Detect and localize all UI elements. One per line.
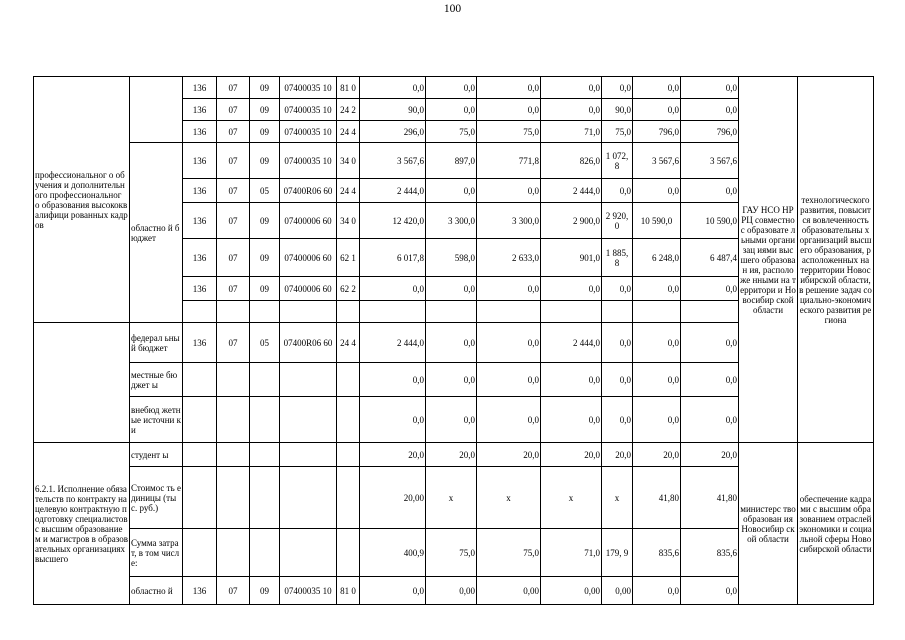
table-cell: 07 [217, 277, 250, 301]
table-cell: 835,6 [633, 529, 681, 577]
table-cell: 07 [217, 323, 250, 363]
table-cell: 90,0 [602, 99, 633, 121]
table-cell [280, 301, 337, 323]
table-cell: 136 [183, 179, 217, 203]
table-cell: 0,0 [681, 99, 739, 121]
table-cell [217, 443, 250, 467]
table-cell: 07400035 10 [280, 577, 337, 605]
table-cell [183, 443, 217, 467]
table-cell [337, 363, 360, 397]
table-cell [280, 397, 337, 443]
table-cell [280, 363, 337, 397]
table-cell [183, 397, 217, 443]
table-cell: 2 920, 0 [602, 203, 633, 239]
table-cell: 07400006 60 [280, 239, 337, 277]
table-cell: 24 4 [337, 121, 360, 143]
table-cell [217, 397, 250, 443]
table-cell: 136 [183, 277, 217, 301]
table-cell: х [602, 467, 633, 529]
table-cell [360, 301, 426, 323]
table-cell: 07 [217, 577, 250, 605]
table-row [34, 77, 874, 99]
table-cell [183, 363, 217, 397]
table-cell: 10 590,0 [681, 203, 739, 239]
table-cell: 0,0 [426, 277, 477, 301]
table-cell: 6 248,0 [633, 239, 681, 277]
table-cell: 136 [183, 77, 217, 99]
table-cell: 0,0 [426, 179, 477, 203]
table-cell [34, 323, 130, 443]
table-cell: 09 [250, 99, 280, 121]
table-cell: 598,0 [426, 239, 477, 277]
table-cell: 09 [250, 239, 280, 277]
table-cell [337, 301, 360, 323]
table-cell [130, 77, 183, 143]
table-cell: 0,0 [426, 323, 477, 363]
table-cell: 24 4 [337, 323, 360, 363]
table-cell: 3 300,0 [426, 203, 477, 239]
table-cell [681, 301, 739, 323]
table-cell: 2 444,0 [360, 323, 426, 363]
budget-table [33, 76, 874, 605]
table-cell: 09 [250, 121, 280, 143]
table-cell: 179, 9 [602, 529, 633, 577]
table-cell: 136 [183, 143, 217, 179]
table-cell [217, 363, 250, 397]
table-cell: 0,0 [360, 397, 426, 443]
table-cell: 2 444,0 [360, 179, 426, 203]
table-cell: 10 590,0 [633, 203, 681, 239]
table-cell: 12 420,0 [360, 203, 426, 239]
table-cell: 07 [217, 203, 250, 239]
table-cell: 09 [250, 277, 280, 301]
table-cell: 136 [183, 121, 217, 143]
table-cell: 07 [217, 77, 250, 99]
table-cell [250, 529, 280, 577]
table-cell: 0,0 [541, 99, 602, 121]
table-cell: профессиональног о обучения и дополнительного профессиональног о образования высококвалифици рованных кадров [34, 77, 130, 323]
table-cell [183, 467, 217, 529]
table-cell: 05 [250, 323, 280, 363]
table-cell: 0,0 [541, 77, 602, 99]
table-cell: 6.2.1. Исполнение обязательств по контракту на целевую контрактную подготовку специалистов с высшим образованием и магистров в образовательных организациях высшего [34, 443, 130, 605]
table-cell: 0,0 [602, 277, 633, 301]
table-cell [217, 529, 250, 577]
table-cell: 0,0 [681, 277, 739, 301]
table-cell: 0,0 [360, 277, 426, 301]
table-cell: 07400035 10 [280, 99, 337, 121]
table-cell: 0,0 [477, 323, 541, 363]
table-cell: 07400R06 60 [280, 179, 337, 203]
table-cell: 75,0 [477, 121, 541, 143]
table-cell: внебюд жетные источни ки [130, 397, 183, 443]
table-cell: 1 072, 8 [602, 143, 633, 179]
table-cell: 0,0 [602, 397, 633, 443]
table-cell: 0,0 [633, 179, 681, 203]
table-cell: 0,0 [360, 363, 426, 397]
table-cell: 0,0 [477, 277, 541, 301]
table-cell: 136 [183, 99, 217, 121]
table-cell: 0,0 [477, 99, 541, 121]
table-cell: 07400035 10 [280, 77, 337, 99]
table-cell: 62 1 [337, 239, 360, 277]
table-cell: ГАУ НСО НРРЦ совместно с образовате льными организац иями высшего образован ия, расположе нными на территори и Новосибир ской области [739, 77, 798, 443]
table-cell: 0,0 [681, 77, 739, 99]
table-cell [250, 443, 280, 467]
table-cell: 796,0 [681, 121, 739, 143]
table-cell: 0,0 [426, 99, 477, 121]
table-cell: 0,0 [633, 363, 681, 397]
table-cell: 0,0 [541, 277, 602, 301]
table-cell: 09 [250, 143, 280, 179]
table-cell: 136 [183, 323, 217, 363]
table-cell: технологического развития, повысится вовлеченность образовательны х организаций высшего образования, расположенных на территории Новосибирской области, в решение задач социально-экономического развития региона [798, 77, 874, 443]
table-cell: 07400006 60 [280, 277, 337, 301]
table-cell [217, 301, 250, 323]
table-cell: 796,0 [633, 121, 681, 143]
table-cell: 0,0 [602, 179, 633, 203]
table-cell: 0,0 [541, 363, 602, 397]
table-cell [280, 529, 337, 577]
table-cell: 0,0 [602, 77, 633, 99]
table-cell: 826,0 [541, 143, 602, 179]
table-cell: 71,0 [541, 121, 602, 143]
table-cell: 2 900,0 [541, 203, 602, 239]
table-cell: 0,0 [681, 397, 739, 443]
table-cell: студент ы [130, 443, 183, 467]
table-cell: 07 [217, 121, 250, 143]
table-cell: 136 [183, 577, 217, 605]
table-cell: 34 0 [337, 143, 360, 179]
table-cell: 90,0 [360, 99, 426, 121]
table-cell: 24 2 [337, 99, 360, 121]
table-cell: 0,0 [477, 363, 541, 397]
table-cell: 296,0 [360, 121, 426, 143]
table-cell: 20,0 [633, 443, 681, 467]
table-cell: местные бюджет ы [130, 363, 183, 397]
table-cell: 3 567,6 [360, 143, 426, 179]
table-cell: 07 [217, 99, 250, 121]
table-cell: 07400035 10 [280, 121, 337, 143]
table-cell: 20,0 [602, 443, 633, 467]
table-cell: 81 0 [337, 77, 360, 99]
table-cell: 05 [250, 179, 280, 203]
table-cell: 62 2 [337, 277, 360, 301]
table-cell: 0,0 [681, 363, 739, 397]
table-cell [250, 467, 280, 529]
table-cell: 20,0 [681, 443, 739, 467]
table-cell [337, 397, 360, 443]
table-cell [250, 397, 280, 443]
table-cell: 09 [250, 577, 280, 605]
table-cell: 41,80 [681, 467, 739, 529]
table-cell: Стоимос ть единицы (тыс. руб.) [130, 467, 183, 529]
table-row [34, 443, 874, 467]
table-cell: 0,00 [602, 577, 633, 605]
table-cell: 0,0 [426, 77, 477, 99]
table-cell: 3 567,6 [681, 143, 739, 179]
table-cell: 2 444,0 [541, 323, 602, 363]
table-cell [337, 529, 360, 577]
table-cell: 07 [217, 179, 250, 203]
table-cell [337, 443, 360, 467]
table-cell: 3 567,6 [633, 143, 681, 179]
table-cell: 0,0 [681, 577, 739, 605]
table-cell [426, 301, 477, 323]
table-cell: областно й [130, 577, 183, 605]
table-cell [217, 467, 250, 529]
table-cell: 0,0 [426, 397, 477, 443]
table-cell: 07400006 60 [280, 203, 337, 239]
table-cell: 75,0 [477, 529, 541, 577]
table-cell [250, 363, 280, 397]
table-cell: х [541, 467, 602, 529]
table-cell: 0,0 [633, 323, 681, 363]
table-cell: 75,0 [602, 121, 633, 143]
table-cell [602, 301, 633, 323]
table-cell: 07 [217, 143, 250, 179]
table-cell: 0,0 [681, 179, 739, 203]
table-cell [477, 301, 541, 323]
table-cell: 0,0 [477, 397, 541, 443]
table-cell: 0,0 [477, 179, 541, 203]
table-cell: 20,0 [426, 443, 477, 467]
table-cell: 0,0 [633, 577, 681, 605]
table-cell: 0,00 [426, 577, 477, 605]
table-cell: 897,0 [426, 143, 477, 179]
table-cell: 901,0 [541, 239, 602, 277]
table-cell: 34 0 [337, 203, 360, 239]
table-cell: 81 0 [337, 577, 360, 605]
table-cell: 0,0 [360, 577, 426, 605]
table-cell: 0,0 [602, 323, 633, 363]
table-cell: Сумма затрат, в том числе: [130, 529, 183, 577]
table-cell [280, 467, 337, 529]
table-cell: 0,00 [541, 577, 602, 605]
table-cell [633, 301, 681, 323]
table-cell: 771,8 [477, 143, 541, 179]
table-cell: 0,0 [633, 397, 681, 443]
table-cell: 0,0 [477, 77, 541, 99]
table-cell [337, 467, 360, 529]
table-cell: федерал ьный бюджет [130, 323, 183, 363]
table-cell: 41,80 [633, 467, 681, 529]
table-cell [183, 301, 217, 323]
table-cell: 0,0 [681, 323, 739, 363]
table-cell: 75,0 [426, 529, 477, 577]
table-cell: 75,0 [426, 121, 477, 143]
table-cell: 136 [183, 239, 217, 277]
table-cell: 20,0 [541, 443, 602, 467]
table-cell: х [477, 467, 541, 529]
table-cell: 6 487,4 [681, 239, 739, 277]
table-cell: 0,0 [602, 363, 633, 397]
table-cell [541, 301, 602, 323]
table-cell: 0,0 [541, 397, 602, 443]
table-cell: областно й бюджет [130, 143, 183, 323]
table-cell: 20,00 [360, 467, 426, 529]
table-cell: 20,0 [477, 443, 541, 467]
table-cell: 24 4 [337, 179, 360, 203]
table-cell: 6 017,8 [360, 239, 426, 277]
table-cell: обеспечение кадрами с высшим образованием отраслей экономики и социальной сферы Новосибирской области [798, 443, 874, 605]
table-cell: 71,0 [541, 529, 602, 577]
table-cell: 07400R06 60 [280, 323, 337, 363]
table-cell: 3 300,0 [477, 203, 541, 239]
table-cell: х [426, 467, 477, 529]
table-cell: 07400035 10 [280, 143, 337, 179]
table-cell: 0,0 [633, 77, 681, 99]
table-cell: 0,0 [633, 277, 681, 301]
table-cell: 2 633,0 [477, 239, 541, 277]
table-cell: 20,0 [360, 443, 426, 467]
table-cell: 09 [250, 203, 280, 239]
table-cell: 0,0 [426, 363, 477, 397]
table-cell: министерс тво образован ия Новосибир ской области [739, 443, 798, 605]
table-cell: 1 885, 8 [602, 239, 633, 277]
table-cell: 0,0 [360, 77, 426, 99]
table-cell: 835,6 [681, 529, 739, 577]
table-cell [280, 443, 337, 467]
table-cell [250, 301, 280, 323]
table-cell: 07 [217, 239, 250, 277]
table-cell: 09 [250, 77, 280, 99]
table-cell: 400,9 [360, 529, 426, 577]
page-number: 100 [443, 3, 462, 15]
table-cell: 2 444,0 [541, 179, 602, 203]
table-cell: 136 [183, 203, 217, 239]
table-cell: 0,00 [477, 577, 541, 605]
table-cell [183, 529, 217, 577]
table-cell: 0,0 [633, 99, 681, 121]
